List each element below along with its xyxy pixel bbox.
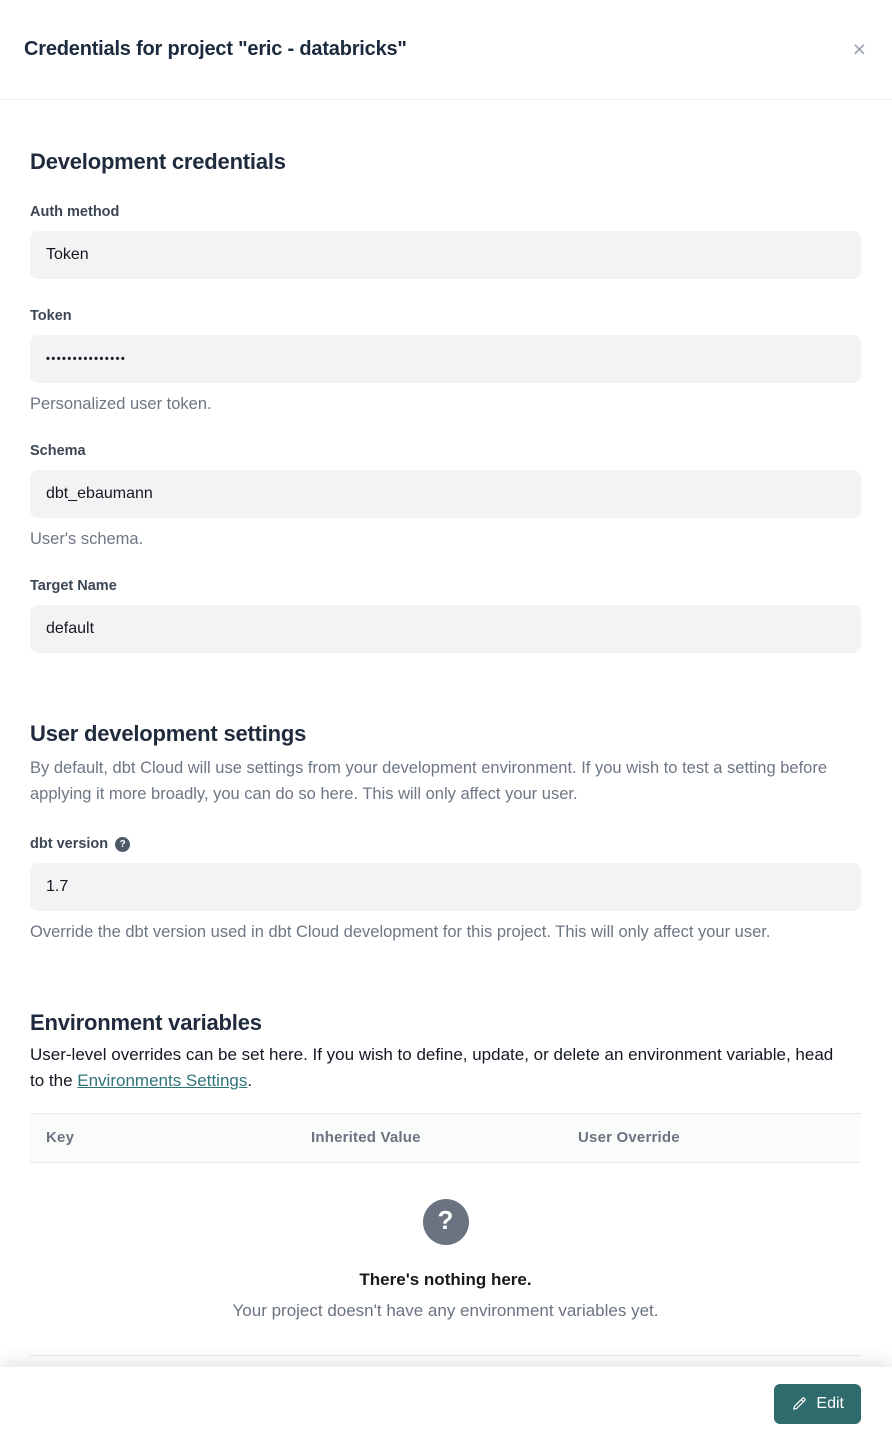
- env-desc-before-link: User-level overrides can be set here. If you wish to define, update, or delete an environment variable, head to the: [30, 1045, 834, 1091]
- schema-field[interactable]: [30, 470, 861, 518]
- empty-state-title: There's nothing here.: [359, 1269, 532, 1289]
- environments-settings-link[interactable]: Environments Settings: [77, 1071, 248, 1091]
- target-name-field[interactable]: [30, 605, 861, 653]
- dbt-version-label: dbt version: [30, 836, 109, 853]
- column-header-inherited-value: Inherited Value: [311, 1129, 421, 1147]
- environment-variables-heading: Environment variables: [30, 1010, 262, 1036]
- user-development-settings-heading: User development settings: [30, 721, 307, 746]
- edit-button-label: Edit: [816, 1395, 844, 1412]
- question-mark-icon: ?: [423, 1199, 469, 1245]
- column-header-user-override: User Override: [578, 1129, 680, 1147]
- empty-state-subtitle: Your project doesn't have any environment variables yet.: [232, 1300, 659, 1320]
- token-field[interactable]: [30, 335, 861, 383]
- help-icon[interactable]: ?: [115, 837, 130, 852]
- target-name-label: Target Name: [30, 578, 117, 594]
- dbt-version-label-row: [30, 836, 861, 852]
- environment-variables-description: [30, 1042, 845, 1095]
- modal-content: [0, 149, 892, 1356]
- schema-helper-text: User's schema.: [30, 530, 144, 548]
- token-helper-text: Personalized user token.: [30, 395, 212, 413]
- env-vars-table-header: [30, 1113, 861, 1163]
- auth-method-label: Auth method: [30, 204, 120, 220]
- dbt-version-field[interactable]: [30, 863, 861, 911]
- env-vars-empty-state: [30, 1199, 861, 1321]
- modal-title: Credentials for project "eric - databricks": [24, 38, 407, 60]
- schema-label: Schema: [30, 443, 86, 459]
- modal-footer: [0, 1367, 892, 1441]
- modal-header: [0, 0, 892, 100]
- token-label: Token: [30, 308, 72, 324]
- env-desc-after-link: .: [247, 1071, 253, 1091]
- development-credentials-heading: Development credentials: [30, 149, 286, 174]
- pencil-icon: [791, 1396, 807, 1412]
- auth-method-field[interactable]: [30, 231, 861, 279]
- user-development-settings-description: By default, dbt Cloud will use settings from your development environment. If you wish to test a setting before applying it more broadly, you can do so here. This will only affect your user.: [30, 759, 827, 803]
- edit-button[interactable]: [774, 1384, 861, 1424]
- column-header-key: Key: [46, 1129, 75, 1147]
- content-divider: [30, 1355, 861, 1356]
- close-icon[interactable]: ×: [852, 36, 866, 62]
- dbt-version-helper-text: Override the dbt version used in dbt Cloud development for this project. This will only affect your user.: [30, 923, 771, 942]
